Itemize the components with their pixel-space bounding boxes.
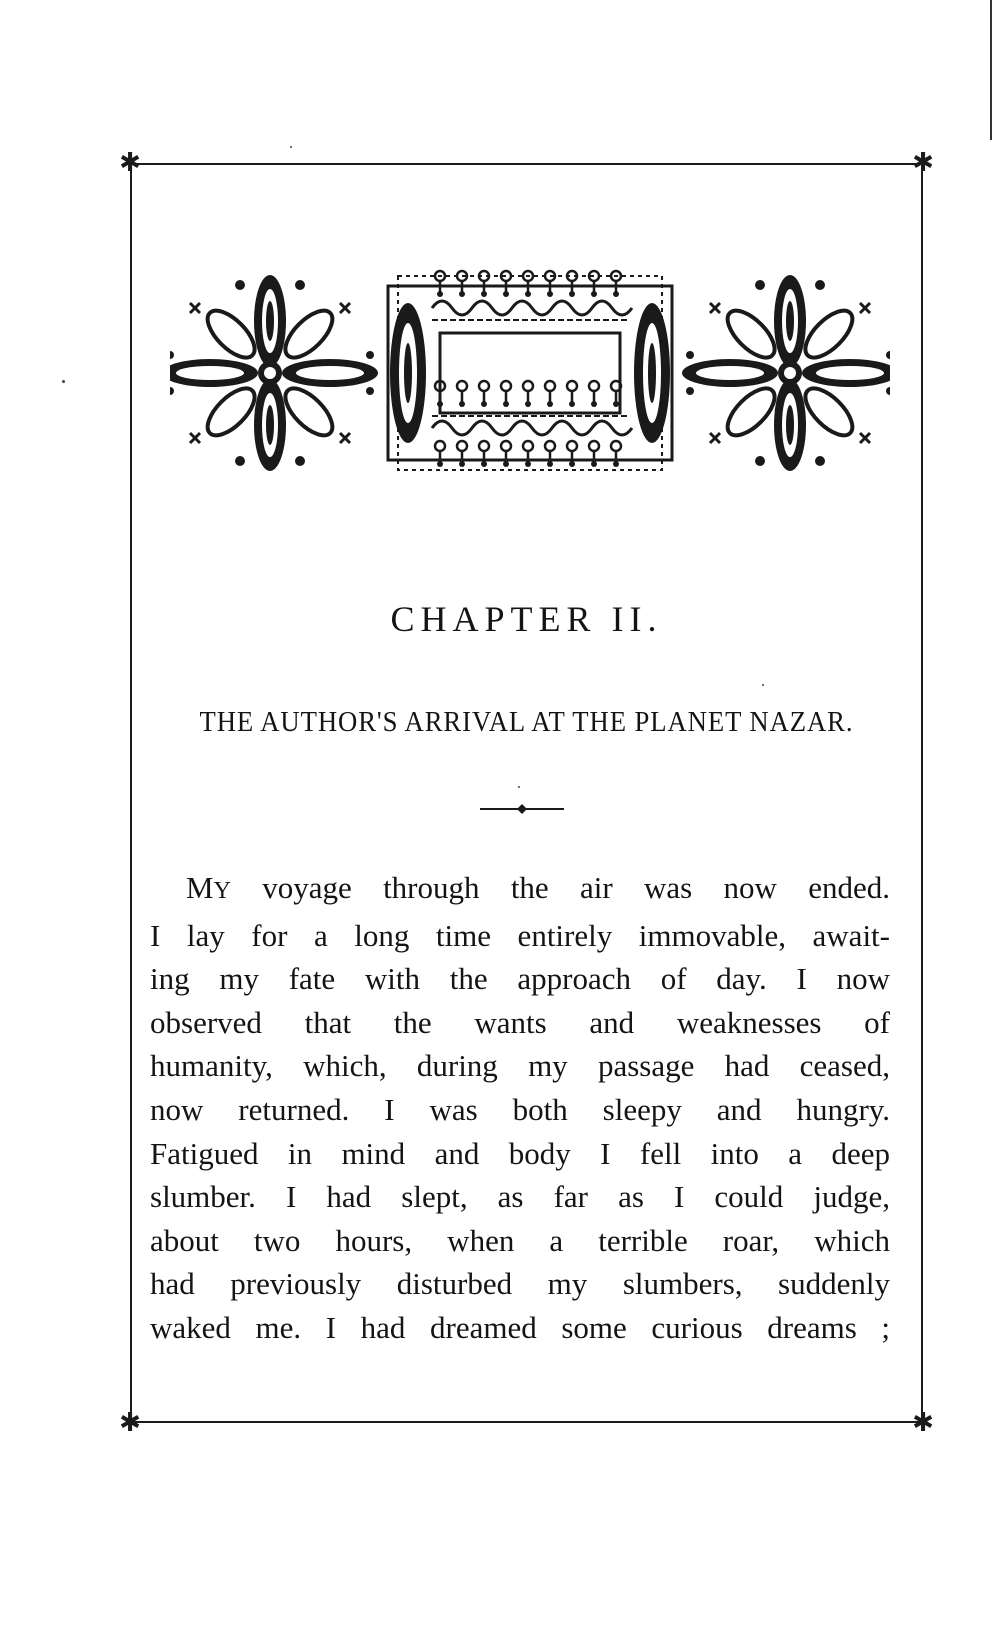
body-line: ing my fate with the approach of day. I now xyxy=(150,961,890,997)
page-edge-line xyxy=(990,0,992,140)
chapter-heading: CHAPTER II. xyxy=(390,599,663,639)
drop-initial: M xyxy=(186,870,214,905)
corner-star-icon: ✱ xyxy=(119,1408,141,1438)
paper-speck xyxy=(62,380,65,383)
body-line: I lay for a long time entirely immovable, await- xyxy=(150,917,890,953)
paper-speck xyxy=(290,146,292,148)
corner-star-icon: ✱ xyxy=(912,1408,934,1438)
corner-star-icon: ✱ xyxy=(119,148,141,178)
body-line: about two hours, when a terrible roar, which xyxy=(150,1222,890,1258)
body-line: waked me. I had dreamed some curious dreams ; xyxy=(150,1309,890,1345)
small-caps-tail: Y xyxy=(213,878,231,904)
chapter-body-text xyxy=(150,866,890,1350)
body-line: observed that the wants and weaknesses of xyxy=(150,1004,890,1040)
body-line: now returned. I was both sleepy and hungry. xyxy=(150,1091,890,1127)
chapter-title: THE AUTHOR'S ARRIVAL AT THE PLANET NAZAR. xyxy=(199,706,854,738)
corner-star-icon: ✱ xyxy=(912,148,934,178)
body-line: humanity, which, during my passage had ceased, xyxy=(150,1048,890,1084)
section-divider-ornament xyxy=(480,800,564,818)
decorative-headpiece-ornament xyxy=(170,268,890,478)
body-line: slumber. I had slept, as far as I could judge, xyxy=(150,1179,890,1215)
body-line: Fatigued in mind and body I fell into a deep xyxy=(150,1135,890,1171)
body-line: had previously disturbed my slumbers, suddenly xyxy=(150,1266,890,1302)
body-line: MY voyage through the air was now ended. xyxy=(186,870,890,905)
